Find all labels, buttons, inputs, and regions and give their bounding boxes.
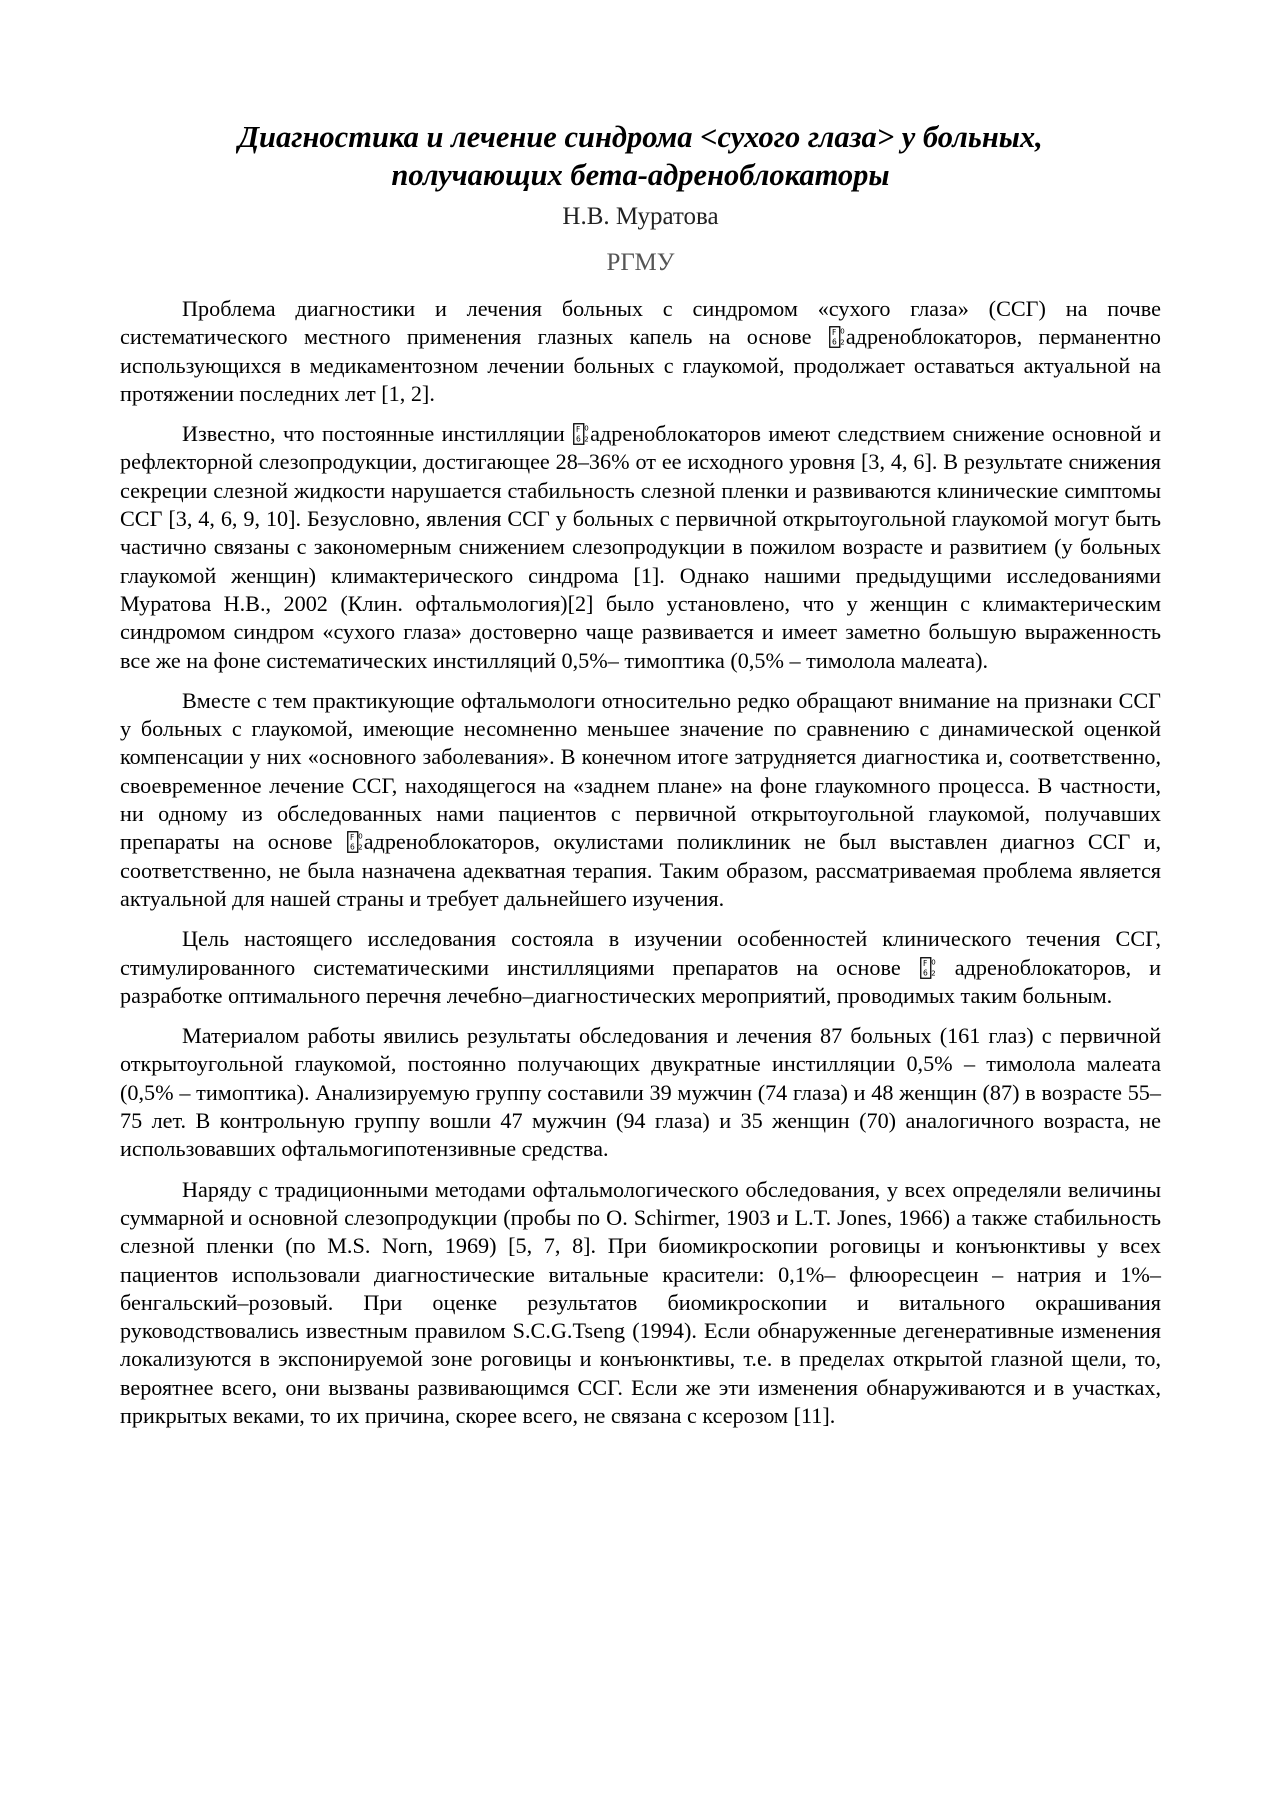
paragraph-3 bbox=[120, 687, 1161, 913]
paragraph-1-text-a: Проблема диагностики и лечения больных с синдромом «сухого глаза» (ССГ) на почве систематического местного применения глазных капель на основе bbox=[120, 296, 1161, 350]
title-line-2: получающих бета-адреноблокаторы bbox=[391, 158, 890, 192]
glyph-bottom-right: 2 bbox=[930, 969, 936, 978]
glyph-top-left: F bbox=[922, 958, 928, 968]
glyph-top-left: F bbox=[349, 833, 355, 843]
glyph-top-right: 0 bbox=[584, 424, 589, 433]
paragraph-1 bbox=[120, 295, 1161, 408]
document-title bbox=[120, 118, 1161, 194]
paragraph-4-text-b: адреноблокаторов, и разработке оптимального перечня лечебно–диагностических мероприятий, проводимых таким больным. bbox=[120, 954, 1161, 1008]
paragraph-4-text-a: Цель настоящего исследования состояла в изучении особенностей клинического течения ССГ, стимулированного систематическими инстилляциями препаратов на основе bbox=[120, 926, 1161, 980]
glyph-bottom-left: 6 bbox=[576, 434, 581, 444]
author-name: Н.В. Муратова bbox=[562, 203, 719, 230]
title-line-1: Диагностика и лечение синдрома <сухого глаза> у больных, bbox=[238, 120, 1043, 154]
glyph-top-right: 0 bbox=[840, 327, 845, 336]
glyph-bottom-left: 6 bbox=[349, 842, 355, 852]
glyph-bottom-right: 2 bbox=[584, 435, 589, 444]
author-affiliation: РГМУ bbox=[606, 249, 675, 276]
glyph-bottom-right: 2 bbox=[840, 338, 845, 347]
paragraph-3-text-a: Вместе с тем практикующие офтальмологи относительно редко обращают внимание на признаки ССГ у больных с глаукомой, имеющие несомненно меньшее значение по сравнению с динамической оценкой компенсации у них «основного заболевания». В конечном итоге затрудняется диагностика и, соответственно, своевременное лечение ССГ, находящегося на «заднем плане» на фоне глаукомного процесса. В частности, ни одному из обследованных нами пациентов с первичной открытоугольной глаукомой, получавших препараты на основе bbox=[120, 687, 1161, 855]
glyph-bottom-right: 2 bbox=[357, 843, 363, 852]
paragraph-2-text-a: Известно, что постоянные инстилляции bbox=[182, 421, 573, 447]
missing-beta-glyph-icon bbox=[829, 326, 845, 348]
paragraph-2-text-b: адреноблокаторов имеют следствием снижение основной и рефлекторной слезопродукции, достигающее 28–36% от ее исходного уровня [3, 4, 6]. В результате снижения секреции слезной жидкости нарушается стабильность слезной пленки и развиваются клинические симптомы ССГ [3, 4, 6, 9, 10]. Безусловно, явления ССГ у больных с первичной открытоугольной глаукомой могут быть частично связаны с закономерным снижением слезопродукции в пожилом возрасте и развитием (у больных глаукомой женщин) климактерического синдрома [1]. Однако нашими предыдущими исследованиями Муратова Н.В., 2002 (Клин. офтальмология)[2] было установлено, что у женщин с климактерическим синдромом синдром «сухого глаза» достоверно чаще развивается и имеет заметно большую выраженность все же на фоне систематических инстилляций 0,5%– тимоптика (0,5% – тимолола малеата). bbox=[120, 421, 1161, 673]
glyph-top-right: 0 bbox=[930, 958, 936, 967]
glyph-top-left: F bbox=[831, 328, 837, 338]
paragraph-1-text-b: адреноблокаторов, перманентно использующихся в медикаментозном лечении больных с глаукомой, продолжает оставаться актуальной на протяжении последних лет [1, 2]. bbox=[120, 324, 1161, 406]
glyph-top-left: F bbox=[576, 425, 581, 435]
paragraph-3-text-b: адреноблокаторов, окулистами поликлиник не был выставлен диагноз ССГ и, соответственно, не была назначена адекватная терапия. Таким образом, рассматриваемая проблема является актуальной для нашей страны и требует дальнейшего изучения. bbox=[120, 829, 1161, 911]
document-page bbox=[120, 118, 1161, 1430]
missing-beta-glyph-icon bbox=[347, 831, 363, 853]
paragraph-5: Материалом работы явились результаты обследования и лечения 87 больных (161 глаз) с первичной открытоугольной глаукомой, постоянно получающих двукратные инстилляции 0,5% – тимолола малеата (0,5% – тимоптика). Анализируемую группу составили 39 мужчин (74 глаза) и 48 женщин (87) в возрасте 55–75 лет. В контрольную группу вошли 47 мужчин (94 глаза) и 35 женщин (70) аналогичного возраста, не использовавших офтальмогипотензивные средства. bbox=[120, 1023, 1161, 1162]
glyph-bottom-left: 6 bbox=[922, 968, 928, 978]
glyph-top-right: 0 bbox=[357, 832, 363, 841]
glyph-bottom-left: 6 bbox=[831, 337, 837, 347]
paragraph-2 bbox=[120, 420, 1161, 675]
missing-beta-glyph-icon bbox=[573, 423, 589, 445]
missing-beta-glyph-icon bbox=[920, 957, 936, 979]
paragraph-4 bbox=[120, 925, 1161, 1010]
paragraph-6: Наряду с традиционными методами офтальмологического обследования, у всех определяли величины суммарной и основной слезопродукции (пробы по O. Schirmer, 1903 и L.T. Jones, 1966) а также стабильность слезной пленки (по M.S. Norn, 1969) [5, 7, 8]. При биомикроскопии роговицы и конъюнктивы у всех пациентов использовали диагностические витальные красители: 0,1%– флюоресцеин – натрия и 1%– бенгальский–розовый. При оценке результатов биомикроскопии и витального окрашивания руководствовались известным правилом S.C.G.Tseng (1994). Если обнаруженные дегенеративные изменения локализуются в экспонируемой зоне роговицы и конъюнктивы, т.е. в пределах открытой глазной щели, то, вероятнее всего, они вызваны развивающимся ССГ. Если же эти изменения обнаруживаются и в участках, прикрытых веками, то их причина, скорее всего, не связана с ксерозом [11]. bbox=[120, 1176, 1161, 1428]
